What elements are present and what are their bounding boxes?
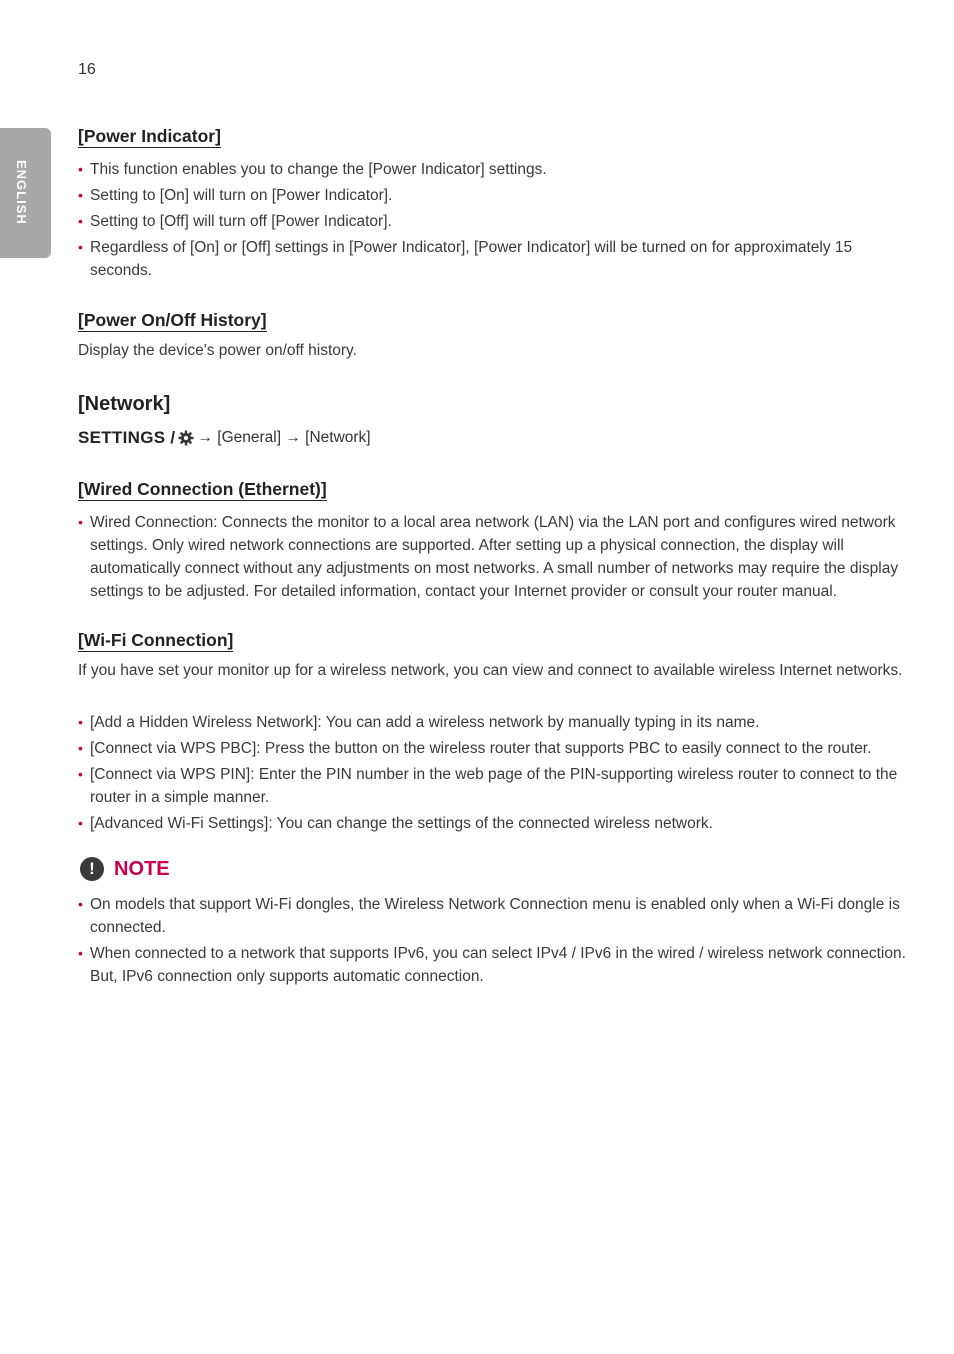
power-indicator-heading: [Power Indicator] [78,126,221,146]
wired-heading: [Wired Connection (Ethernet)] [78,479,327,499]
network-heading: [Network] [78,393,171,415]
language-tab-label: ENGLISH [14,160,29,225]
list-item: • [Advanced Wi-Fi Settings]: You can change the settings of the connected wireless network. [78,812,908,835]
path-text: → [General] → [Network] [197,429,371,446]
wired-list [78,511,908,606]
wifi-heading: [Wi-Fi Connection] [78,630,234,650]
list-item: • Regardless of [On] or [Off] settings in [Power Indicator], [Power Indicator] will be turned on for approximately 15 seconds. [78,236,908,282]
power-history-text: Display the device's power on/off history. [78,342,357,359]
wifi-list [78,711,908,838]
list-item: • [Connect via WPS PIN]: Enter the PIN number in the web page of the PIN-supporting wireless router to connect to the router in a simple manner. [78,763,908,809]
list-item: • [Connect via WPS PBC]: Press the button on the wireless router that supports PBC to easily connect to the router. [78,737,908,760]
list-item: • Setting to [On] will turn on [Power Indicator]. [78,184,908,207]
note-title: NOTE [114,857,170,880]
wifi-intro: If you have set your monitor up for a wireless network, you can view and connect to available wireless Internet networks. [78,662,903,679]
gear-icon [178,430,194,446]
language-tab [0,128,51,258]
list-item: • [Add a Hidden Wireless Network]: You can add a wireless network by manually typing in its name. [78,711,908,734]
note-header [80,857,170,881]
note-list [78,893,908,991]
power-history-heading: [Power On/Off History] [78,310,267,330]
power-indicator-list [78,158,908,285]
list-item: • Wired Connection: Connects the monitor to a local area network (LAN) via the LAN port and configures wired network settings. Only wired network connections are supported. After setting up a physical connection, the display will automatically connect without any adjustments on most networks. A small number of networks may require the display settings to be adjusted. For detailed information, contact your Internet provider or consult your router manual. [78,511,908,603]
list-item: • When connected to a network that supports IPv6, you can select IPv4 / IPv6 in the wired / wireless network connection. But, IPv6 connection only supports automatic connection. [78,942,908,988]
list-item: • This function enables you to change the [Power Indicator] settings. [78,158,908,181]
page-number: 16 [78,61,96,78]
menu-path [78,426,371,449]
list-item: • Setting to [Off] will turn off [Power Indicator]. [78,210,908,233]
settings-label: SETTINGS / [78,428,176,447]
exclamation-icon: ! [80,857,104,881]
list-item: • On models that support Wi-Fi dongles, the Wireless Network Connection menu is enabled only when a Wi-Fi dongle is connected. [78,893,908,939]
